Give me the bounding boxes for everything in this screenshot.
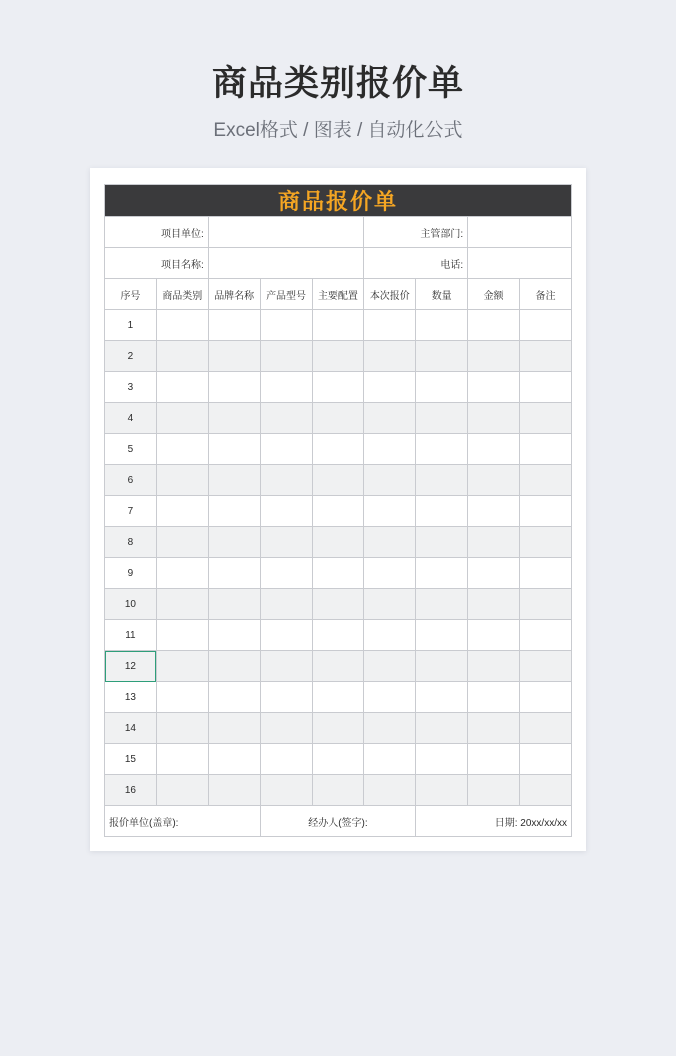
- cell-config[interactable]: [312, 403, 364, 434]
- cell-price[interactable]: [364, 589, 416, 620]
- row-number[interactable]: 11: [105, 620, 157, 651]
- cell-qty[interactable]: [416, 310, 468, 341]
- cell-category[interactable]: [156, 341, 208, 372]
- cell-qty[interactable]: [416, 434, 468, 465]
- row-number[interactable]: 6: [105, 465, 157, 496]
- row-number[interactable]: 10: [105, 589, 157, 620]
- cell-remark[interactable]: [520, 496, 572, 527]
- cell-model[interactable]: [260, 744, 312, 775]
- cell-model[interactable]: [260, 527, 312, 558]
- quotation-sheet: [104, 184, 572, 837]
- phone-label: 电话:: [364, 248, 468, 279]
- cell-remark[interactable]: [520, 651, 572, 682]
- cell-brand[interactable]: [208, 589, 260, 620]
- cell-price[interactable]: [364, 558, 416, 589]
- handler-sign-label: 经办人(签字):: [260, 806, 416, 837]
- cell-price[interactable]: [364, 651, 416, 682]
- cell-config[interactable]: [312, 341, 364, 372]
- cell-qty[interactable]: [416, 341, 468, 372]
- cell-config[interactable]: [312, 558, 364, 589]
- cell-remark[interactable]: [520, 372, 572, 403]
- cell-remark[interactable]: [520, 527, 572, 558]
- cell-config[interactable]: [312, 744, 364, 775]
- column-header-amount: 金额: [468, 279, 520, 310]
- cell-model[interactable]: [260, 372, 312, 403]
- cell-amount[interactable]: [468, 372, 520, 403]
- cell-amount[interactable]: [468, 434, 520, 465]
- cell-category[interactable]: [156, 558, 208, 589]
- cell-remark[interactable]: [520, 403, 572, 434]
- cell-price[interactable]: [364, 310, 416, 341]
- row-number[interactable]: 3: [105, 372, 157, 403]
- cell-config[interactable]: [312, 310, 364, 341]
- page-subtitle: Excel格式 / 图表 / 自动化公式: [213, 120, 463, 141]
- column-header-model: 产品型号: [260, 279, 312, 310]
- cell-category[interactable]: [156, 465, 208, 496]
- cell-model[interactable]: [260, 558, 312, 589]
- cell-amount[interactable]: [468, 465, 520, 496]
- cell-category[interactable]: [156, 744, 208, 775]
- cell-remark[interactable]: [520, 434, 572, 465]
- cell-config[interactable]: [312, 465, 364, 496]
- cell-remark[interactable]: [520, 682, 572, 713]
- cell-qty[interactable]: [416, 403, 468, 434]
- cell-category[interactable]: [156, 775, 208, 806]
- cell-config[interactable]: [312, 651, 364, 682]
- cell-qty[interactable]: [416, 465, 468, 496]
- project-unit-value[interactable]: [208, 217, 364, 248]
- cell-model[interactable]: [260, 496, 312, 527]
- project-name-value[interactable]: [208, 248, 364, 279]
- signature-row: [105, 806, 572, 837]
- cell-amount[interactable]: [468, 310, 520, 341]
- row-number[interactable]: 1: [105, 310, 157, 341]
- cell-price[interactable]: [364, 403, 416, 434]
- cell-config[interactable]: [312, 434, 364, 465]
- cell-qty[interactable]: [416, 496, 468, 527]
- cell-remark[interactable]: [520, 465, 572, 496]
- cell-brand[interactable]: [208, 713, 260, 744]
- cell-qty[interactable]: [416, 589, 468, 620]
- cell-price[interactable]: [364, 682, 416, 713]
- column-header-price: 本次报价: [364, 279, 416, 310]
- cell-price[interactable]: [364, 434, 416, 465]
- department-label: 主管部门:: [364, 217, 468, 248]
- cell-remark[interactable]: [520, 775, 572, 806]
- column-header-config: 主要配置: [312, 279, 364, 310]
- cell-category[interactable]: [156, 589, 208, 620]
- cell-amount[interactable]: [468, 651, 520, 682]
- cell-amount[interactable]: [468, 496, 520, 527]
- project-name-label: 项目名称:: [105, 248, 209, 279]
- cell-qty[interactable]: [416, 682, 468, 713]
- table-row: [105, 403, 572, 434]
- cell-amount[interactable]: [468, 527, 520, 558]
- cell-category[interactable]: [156, 403, 208, 434]
- cell-config[interactable]: [312, 527, 364, 558]
- column-header-seq: 序号: [105, 279, 157, 310]
- cell-price[interactable]: [364, 496, 416, 527]
- row-number[interactable]: 16: [105, 775, 157, 806]
- table-row: [105, 496, 572, 527]
- cell-qty[interactable]: [416, 713, 468, 744]
- cell-brand[interactable]: [208, 434, 260, 465]
- cell-brand[interactable]: [208, 310, 260, 341]
- cell-category[interactable]: [156, 434, 208, 465]
- cell-price[interactable]: [364, 744, 416, 775]
- cell-model[interactable]: [260, 713, 312, 744]
- column-header-category: 商品类别: [156, 279, 208, 310]
- cell-qty[interactable]: [416, 558, 468, 589]
- cell-amount[interactable]: [468, 341, 520, 372]
- cell-amount[interactable]: [468, 558, 520, 589]
- info-row-2: [105, 248, 572, 279]
- cell-qty[interactable]: [416, 372, 468, 403]
- cell-category[interactable]: [156, 372, 208, 403]
- cell-qty[interactable]: [416, 527, 468, 558]
- cell-category[interactable]: [156, 713, 208, 744]
- cell-remark[interactable]: [520, 713, 572, 744]
- cell-brand[interactable]: [208, 403, 260, 434]
- table-row: [105, 775, 572, 806]
- phone-value[interactable]: [468, 248, 572, 279]
- table-row: [105, 310, 572, 341]
- cell-brand[interactable]: [208, 775, 260, 806]
- cell-model[interactable]: [260, 310, 312, 341]
- cell-model[interactable]: [260, 465, 312, 496]
- cell-price[interactable]: [364, 620, 416, 651]
- cell-brand[interactable]: [208, 372, 260, 403]
- cell-amount[interactable]: [468, 713, 520, 744]
- quote-unit-seal-label: 报价单位(盖章):: [105, 806, 261, 837]
- banner-row: [105, 185, 572, 217]
- column-header-brand: 品牌名称: [208, 279, 260, 310]
- cell-brand[interactable]: [208, 682, 260, 713]
- row-number[interactable]: 14: [105, 713, 157, 744]
- info-row-1: [105, 217, 572, 248]
- column-header-qty: 数量: [416, 279, 468, 310]
- cell-brand[interactable]: [208, 558, 260, 589]
- cell-price[interactable]: [364, 372, 416, 403]
- table-row: [105, 434, 572, 465]
- cell-price[interactable]: [364, 465, 416, 496]
- date-label: 日期: 20xx/xx/xx: [416, 806, 572, 837]
- cell-category[interactable]: [156, 496, 208, 527]
- cell-amount[interactable]: [468, 403, 520, 434]
- document-preview: [90, 168, 586, 851]
- cell-config[interactable]: [312, 589, 364, 620]
- cell-amount[interactable]: [468, 682, 520, 713]
- cell-model[interactable]: [260, 589, 312, 620]
- cell-amount[interactable]: [468, 744, 520, 775]
- row-number[interactable]: 13: [105, 682, 157, 713]
- table-row: [105, 558, 572, 589]
- department-value[interactable]: [468, 217, 572, 248]
- cell-config[interactable]: [312, 372, 364, 403]
- table-row: [105, 744, 572, 775]
- cell-qty[interactable]: [416, 744, 468, 775]
- cell-model[interactable]: [260, 434, 312, 465]
- cell-qty[interactable]: [416, 651, 468, 682]
- cell-model[interactable]: [260, 620, 312, 651]
- row-number[interactable]: 4: [105, 403, 157, 434]
- row-number[interactable]: 12: [105, 651, 157, 682]
- table-row: [105, 620, 572, 651]
- table-row: [105, 372, 572, 403]
- cell-config[interactable]: [312, 775, 364, 806]
- cell-brand[interactable]: [208, 744, 260, 775]
- cell-remark[interactable]: [520, 744, 572, 775]
- table-row: [105, 682, 572, 713]
- row-number[interactable]: 9: [105, 558, 157, 589]
- cell-brand[interactable]: [208, 496, 260, 527]
- cell-price[interactable]: [364, 775, 416, 806]
- table-header-row: [105, 279, 572, 310]
- page-title: 商品类别报价单: [211, 64, 464, 103]
- cell-config[interactable]: [312, 713, 364, 744]
- cell-config[interactable]: [312, 682, 364, 713]
- cell-brand[interactable]: [208, 527, 260, 558]
- table-row: [105, 713, 572, 744]
- cell-brand[interactable]: [208, 341, 260, 372]
- cell-model[interactable]: [260, 341, 312, 372]
- cell-brand[interactable]: [208, 651, 260, 682]
- cell-category[interactable]: [156, 310, 208, 341]
- page-header: [0, 0, 676, 144]
- row-number[interactable]: 8: [105, 527, 157, 558]
- cell-price[interactable]: [364, 527, 416, 558]
- row-number[interactable]: 2: [105, 341, 157, 372]
- cell-config[interactable]: [312, 620, 364, 651]
- cell-config[interactable]: [312, 496, 364, 527]
- project-unit-label: 项目单位:: [105, 217, 209, 248]
- cell-amount[interactable]: [468, 589, 520, 620]
- sheet-banner: [105, 185, 572, 217]
- cell-category[interactable]: [156, 620, 208, 651]
- cell-category[interactable]: [156, 651, 208, 682]
- cell-amount[interactable]: [468, 620, 520, 651]
- table-row: [105, 589, 572, 620]
- cell-brand[interactable]: [208, 465, 260, 496]
- table-row: [105, 527, 572, 558]
- sheet-banner-title: 商品报价单: [277, 189, 398, 214]
- cell-amount[interactable]: [468, 775, 520, 806]
- cell-model[interactable]: [260, 651, 312, 682]
- cell-remark[interactable]: [520, 620, 572, 651]
- column-header-remark: 备注: [520, 279, 572, 310]
- cell-remark[interactable]: [520, 310, 572, 341]
- cell-remark[interactable]: [520, 341, 572, 372]
- row-number[interactable]: 5: [105, 434, 157, 465]
- cell-model[interactable]: [260, 682, 312, 713]
- cell-model[interactable]: [260, 403, 312, 434]
- cell-qty[interactable]: [416, 620, 468, 651]
- row-number[interactable]: 7: [105, 496, 157, 527]
- cell-price[interactable]: [364, 713, 416, 744]
- cell-brand[interactable]: [208, 620, 260, 651]
- cell-qty[interactable]: [416, 775, 468, 806]
- cell-remark[interactable]: [520, 589, 572, 620]
- table-row: [105, 341, 572, 372]
- row-number[interactable]: 15: [105, 744, 157, 775]
- cell-model[interactable]: [260, 775, 312, 806]
- cell-price[interactable]: [364, 341, 416, 372]
- cell-category[interactable]: [156, 682, 208, 713]
- cell-remark[interactable]: [520, 558, 572, 589]
- table-row: [105, 465, 572, 496]
- cell-category[interactable]: [156, 527, 208, 558]
- table-row: [105, 651, 572, 682]
